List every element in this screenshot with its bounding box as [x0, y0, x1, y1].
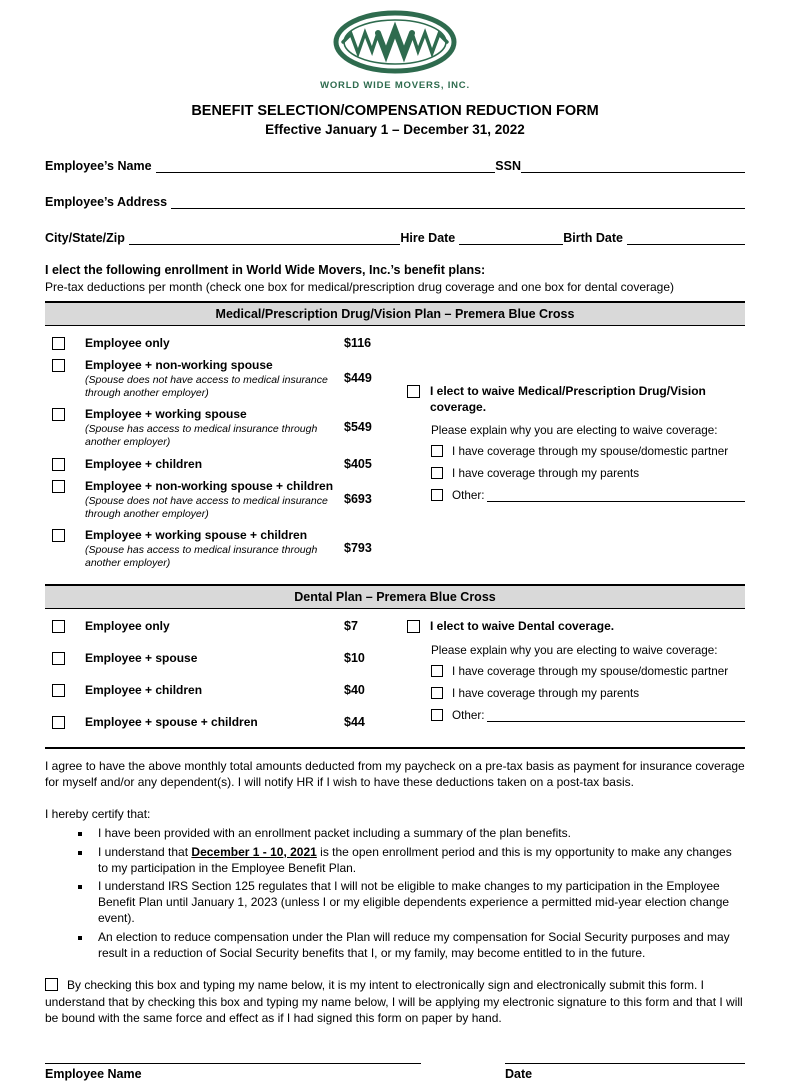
dental-reason-other-checkbox[interactable]: [431, 709, 443, 721]
row-address: [45, 194, 745, 209]
esign-checkbox[interactable]: [45, 978, 58, 991]
reason-label: I have coverage through my spouse/domestic partner: [452, 445, 729, 459]
wwm-logo-icon: [331, 10, 459, 76]
dental-plan-body: [45, 619, 745, 747]
election-intro-bold: I elect the following enrollment in World Wide Movers, Inc.’s benefit plans:: [45, 263, 486, 277]
certify-bullet-1: ▪ I have been provided with an enrollment packet including a summary of the plan benefits.: [92, 825, 745, 841]
other-label: Other:: [452, 489, 485, 503]
election-intro: [45, 263, 745, 294]
medical-children-checkbox[interactable]: [52, 458, 65, 471]
employee-name-signature-input[interactable]: [45, 1063, 421, 1064]
option-note: (Spouse does not have access to medical insurance through another employer): [85, 374, 328, 400]
dental-employee-only-checkbox[interactable]: [52, 620, 65, 633]
pretax-agreement-text: I agree to have the above monthly total amounts deducted from my paycheck on a pre-tax basis as payment for insurance coverage for myself and/or any dependent(s). I will notify HR if I wish to have these deductions taken on a post-tax basis.: [45, 759, 745, 790]
medical-waive-other: [431, 489, 745, 502]
medical-waive-prompt: Please explain why you are electing to waive coverage:: [431, 424, 718, 438]
option-label: Employee + non-working spouse: [85, 358, 273, 372]
esign-consent-text: By checking this box and typing my name below, it is my intent to electronically sign and electronically submit this form. I understand that by checking this box and typing my name below, I will be applying my electronic signature to this form and that I will be bound with the same force and effect as if I had signed this form on paper by hand.: [45, 977, 743, 1026]
option-label: Employee only: [85, 619, 170, 633]
option-price: $793: [344, 540, 372, 555]
signature-name-label: Employee Name: [45, 1067, 142, 1081]
option-note: (Spouse has access to medical insurance through another employer): [85, 543, 318, 569]
option-label: Employee + spouse: [85, 651, 198, 665]
option-note: (Spouse does not have access to medical insurance through another employer): [85, 494, 328, 520]
option-price: $44: [344, 715, 365, 729]
dental-spouse-checkbox[interactable]: [52, 652, 65, 665]
dental-option-spouse-children: [45, 715, 407, 730]
medical-options: [45, 336, 407, 577]
dental-waive-label: I elect to waive Dental coverage.: [430, 619, 615, 633]
reason-label: I have coverage through my parents: [452, 467, 640, 481]
medical-reason-parents-checkbox[interactable]: [431, 467, 443, 479]
medical-option-working-spouse-children: [45, 528, 407, 570]
option-price: $116: [344, 336, 372, 350]
medical-waive-checkbox[interactable]: [407, 385, 420, 398]
certify-lead: I hereby certify that:: [45, 807, 151, 822]
option-price: $40: [344, 683, 365, 697]
medical-nonworking-spouse-checkbox[interactable]: [52, 359, 65, 372]
dental-children-checkbox[interactable]: [52, 684, 65, 697]
hire-date-input[interactable]: [459, 230, 563, 245]
medical-reason-other-checkbox[interactable]: [431, 489, 443, 501]
open-enrollment-dates: December 1 - 10, 2021: [191, 844, 317, 859]
option-price: $449: [344, 371, 372, 385]
company-name: WORLD WIDE MOVERS, INC.: [320, 80, 470, 91]
dental-reason-parents-checkbox[interactable]: [431, 687, 443, 699]
option-label: Employee only: [85, 336, 170, 350]
dental-waive-checkbox[interactable]: [407, 620, 420, 633]
bullet-2-pre: I understand that: [98, 844, 192, 859]
dental-section-header: Dental Plan – Premera Blue Cross: [45, 584, 745, 609]
city-state-zip-label: City/State/Zip: [45, 231, 125, 245]
employee-address-label: Employee’s Address: [45, 195, 168, 209]
dental-waive-other: [431, 709, 745, 722]
bullet-2-post: is the open enrollment period and this is my opportunity to make any changes to my participation in the Employee Benefit Plan.: [98, 844, 732, 875]
option-label: Employee + children: [85, 683, 203, 697]
employee-address-input[interactable]: [171, 194, 745, 209]
dental-option-spouse: [45, 651, 407, 666]
medical-nonworking-spouse-children-checkbox[interactable]: [52, 480, 65, 493]
dental-waive-prompt: Please explain why you are electing to waive coverage:: [431, 643, 718, 657]
medical-option-nonworking-spouse-children: [45, 479, 407, 521]
row-name-ssn: [45, 158, 745, 173]
esign-consent: [45, 977, 745, 1027]
option-price: $549: [344, 420, 372, 435]
ssn-input[interactable]: [521, 158, 745, 173]
row-csz-dates: [45, 230, 745, 245]
dental-waive-reason-parents: [431, 687, 745, 701]
form-title: BENEFIT SELECTION/COMPENSATION REDUCTION FORM: [191, 103, 599, 119]
medical-option-children: [45, 457, 407, 472]
medical-waive-label: I elect to waive Medical/Prescription Drug/Vision coverage.: [430, 384, 706, 414]
employee-name-input[interactable]: [156, 158, 496, 173]
dental-option-children: [45, 683, 407, 698]
medical-waive-reason-parents: [431, 467, 745, 481]
option-label: Employee + working spouse + children: [85, 527, 308, 542]
reason-label: I have coverage through my spouse/domestic partner: [452, 664, 729, 678]
medical-employee-only-checkbox[interactable]: [52, 337, 65, 350]
option-label: Employee + children: [85, 456, 203, 471]
dental-reason-spouse-checkbox[interactable]: [431, 665, 443, 677]
medical-working-spouse-checkbox[interactable]: [52, 408, 65, 421]
signature-row: [45, 1063, 745, 1081]
dental-waive-panel: [407, 619, 745, 747]
certify-bullet-3: ▪ I understand IRS Section 125 regulates that I will not be eligible to make changes to my participation in the Employee Benefit Plan until January 1, 2023 (unless I or my eligible dependents experience a permitted mid-year election change event).: [92, 878, 745, 927]
option-price: $693: [344, 491, 372, 506]
company-logo: [45, 10, 745, 91]
option-label: Employee + working spouse: [85, 407, 247, 422]
dental-waive-reason-spouse: [431, 665, 745, 679]
option-price: $10: [344, 651, 365, 665]
option-label: Employee + non-working spouse + children: [85, 478, 334, 493]
dental-other-input[interactable]: [487, 709, 745, 722]
medical-plan-body: [45, 336, 745, 577]
hire-date-label: Hire Date: [400, 231, 456, 245]
ssn-label: SSN: [495, 159, 521, 173]
certify-bullet-4: ▪ An election to reduce compensation under the Plan will reduce my compensation for Social Security purposes and may result in a reduction of Social Security benefits that I, or my family, may become entitled to in the future.: [92, 929, 745, 961]
dental-options: [45, 619, 407, 747]
election-intro-sub: Pre-tax deductions per month (check one box for medical/prescription drug coverage and one box for dental coverage): [45, 280, 675, 294]
dental-spouse-children-checkbox[interactable]: [52, 716, 65, 729]
certify-bullet-2: [92, 844, 745, 876]
form-subtitle: Effective January 1 – December 31, 2022: [265, 122, 525, 137]
dental-option-employee-only: [45, 619, 407, 634]
medical-waive-reason-spouse: [431, 445, 745, 459]
other-label: Other:: [452, 708, 485, 722]
medical-other-input[interactable]: [487, 489, 745, 502]
medical-option-employee-only: [45, 336, 407, 351]
employee-name-label: Employee’s Name: [45, 159, 152, 173]
signature-gap: [421, 1063, 505, 1081]
section-divider: [45, 747, 745, 749]
option-label: Employee + spouse + children: [85, 715, 258, 729]
option-price: $405: [344, 456, 372, 471]
signature-date-label: Date: [505, 1067, 533, 1081]
medical-reason-spouse-checkbox[interactable]: [431, 445, 443, 457]
option-price: $7: [344, 619, 358, 633]
medical-waive-panel: [407, 384, 745, 577]
reason-label: I have coverage through my parents: [452, 686, 640, 700]
signature-date-input[interactable]: [505, 1063, 745, 1064]
medical-section-header: Medical/Prescription Drug/Vision Plan – Premera Blue Cross: [45, 301, 745, 326]
medical-working-spouse-children-checkbox[interactable]: [52, 529, 65, 542]
option-note: (Spouse has access to medical insurance through another employer): [85, 423, 318, 449]
birth-date-label: Birth Date: [563, 231, 623, 245]
birth-date-input[interactable]: [627, 230, 745, 245]
medical-option-working-spouse: [45, 407, 407, 449]
certify-list: [92, 825, 745, 961]
city-state-zip-input[interactable]: [129, 230, 401, 245]
medical-option-nonworking-spouse: [45, 358, 407, 400]
